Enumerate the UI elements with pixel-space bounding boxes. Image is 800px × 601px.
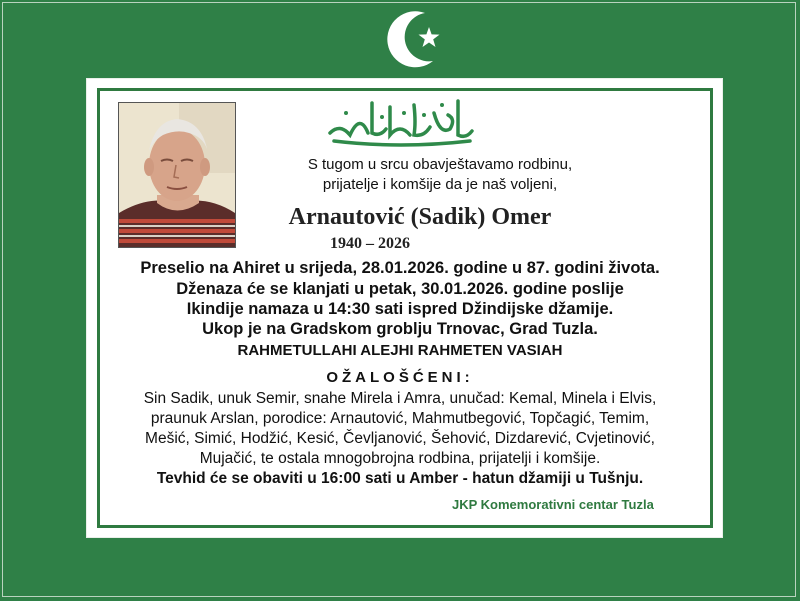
signature: JKP Komemorativni centar Tuzla <box>452 497 654 512</box>
tevhid-line: Tevhid će se obaviti u 16:00 sati u Amber - hatun džamiji u Tušnju. <box>156 470 644 487</box>
intro-line-2: prijatelje i komšije da je naš voljeni, <box>322 176 558 193</box>
announcement-line-3: Ikindije namaza u 14:30 sati ispred Džindijske džamije. <box>186 300 614 318</box>
mourners-title: OŽALOŠĆENI: <box>326 369 474 386</box>
deceased-years: 1940 – 2026 <box>330 235 410 252</box>
prayer-line: RAHMETULLAHI ALEJHI RAHMETEN VASIAH <box>237 342 563 359</box>
deceased-name: Arnautović (Sadik) Omer <box>288 204 552 230</box>
announcement-line-4: Ukop je na Gradskom groblju Trnovac, Grad Tuzla. <box>202 320 598 338</box>
mourners-line-3: Mešić, Simić, Hodžić, Kesić, Čevljanović, Šehović, Dizdarević, Cvjetinović, <box>145 430 655 447</box>
intro-line-1: S tugom u srcu obavještavamo rodbinu, <box>307 156 573 173</box>
mourners-line-1: Sin Sadik, unuk Semir, snahe Mirela i Amra, unučad: Kemal, Minela i Elvis, <box>143 390 657 407</box>
portrait-photo <box>118 102 236 248</box>
mourners-line-4: Mujačić, te ostala mnogobrojna rodbina, prijatelji i komšije. <box>199 450 601 467</box>
announcement-line-2: Dženaza će se klanjati u petak, 30.01.2026. godine poslije <box>176 280 624 298</box>
arabic-calligraphy-icon <box>320 93 480 148</box>
mourners-line-2: praunuk Arslan, porodice: Arnautović, Mahmutbegović, Topčagić, Temim, <box>150 410 650 427</box>
crescent-star-icon <box>381 5 451 73</box>
announcement-line-1: Preselio na Ahiret u srijeda, 28.01.2026. godine u 87. godini života. <box>140 259 660 277</box>
